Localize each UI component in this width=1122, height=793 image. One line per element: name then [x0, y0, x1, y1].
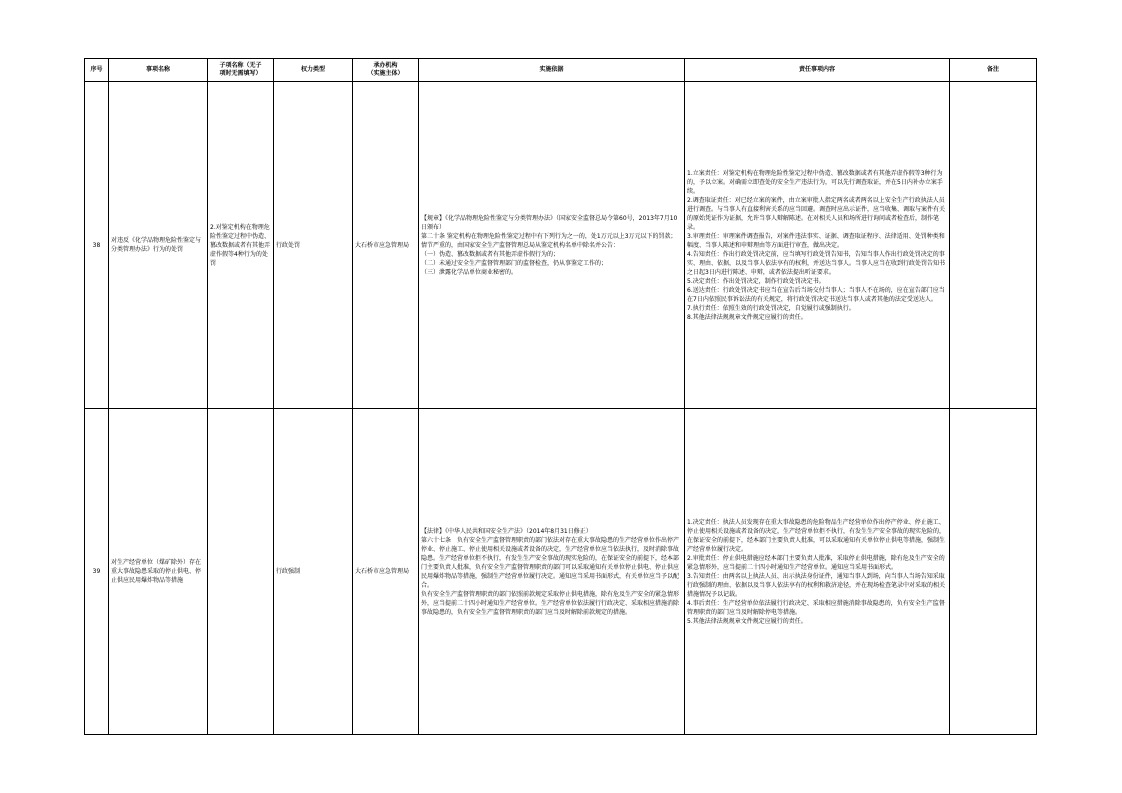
header-basis: 实施依据	[419, 59, 685, 82]
duty-text: 1.立案责任：对鉴定机构在物理危险性鉴定过程中伪造、篡改数据或者有其他弄虚作假等3种行为的，予以立案。对确需立即查处的安全生产违法行为，可以先行调查取证，并在5日内补办立案手续。 2.调查取证责任：对已经立案的案件，由立案审批人指定两名或者两名以上安全生产行政执法人员进行调查。与当事人有直接利害关系的应当回避。调查时应出示证件，应当收集、调取与案件有关的原始凭证作为证据，允许当事人辩解陈述。在对相关人员和场所进行询问或者检查后，制作笔录。 3.审理责任：审理案件调查报告，对案件违法事实、证据、调查取证程序、法律适用、处罚种类和幅度、当事人陈述和申辩理由等方面进行审查，做出决定。 4.告知责任：作出行政处罚决定前，应当填写行政处罚告知书，告知当事人作出行政处罚决定的事实、理由、依据，以及当事人依法享有的权利，并送达当事人。当事人应当在收到行政处罚告知书之日起3日内进行陈述、申辩，或者依法提出听证要求。 5.决定责任：作出处罚决定，制作行政处罚决定书。 6.送达责任：行政处罚决定书应当在宣告后当场交付当事人；当事人不在场的，应在宣告部门应当在7日内依照民事诉讼法的有关规定，将行政处罚决定书送达当事人或者其他的法定受送达人。 7.执行责任：依照生效的行政处罚决定，自觉履行或强制执行。 8.其他法律法规规章文件规定应履行的责任。	[687, 169, 946, 321]
duty-text: 1.决定责任：执法人员发现存在重大事故隐患的危险物品生产经营单位作出停产停业、停止施工、停止使用相关设施或者设备的决定，生产经营单位拒不执行，有发生生产安全事故的现实危险的，在保证安全的前提下，经本部门主要负责人批准，可以采取通知有关单位停止供电等措施，强制生产经营单位履行决定。 2.审批责任：停止供电措施应经本部门主要负责人批准，采取停止供电措施，除有危及生产安全的紧急情形外，应当提前二十四小时通知生产经营单位。通知应当采用书面形式。 3.告知责任：由两名以上执法人员、出示执法身份证件，通知当事人到场，向当事人当场告知采取行政强制的理由、依据以及当事人依法享有的权利和救济途径，并在现场检查笔录中对采取的相关措施情况予以记载。 4.事后责任：生产经营单位依法履行行政决定、采取相应措施消除事故隐患的，负有安全生产监督管理职责的部门应当及时解除停电等措施。 5.其他法律法规规章文件规定应履行的责任。	[687, 518, 946, 625]
cell-power: 行政处罚	[274, 82, 353, 409]
power-list-table	[84, 58, 1037, 735]
table-row	[85, 409, 1037, 735]
cell-sub	[208, 409, 274, 735]
cell-basis	[419, 82, 685, 409]
cell-name: 对生产经营单位（煤矿除外）存在重大事故隐患采取的停止供电、停止供应民用爆炸物品等措施	[109, 409, 208, 735]
cell-duty	[685, 82, 950, 409]
header-remark: 备注	[950, 59, 1037, 82]
header-org	[353, 59, 419, 82]
cell-org: 大石桥市应急管理局	[353, 409, 419, 735]
header-sub-line1: 子项名称（无子	[219, 62, 262, 69]
cell-seq: 38	[85, 82, 109, 409]
cell-power: 行政强制	[274, 409, 353, 735]
header-org-line1: 承办机构	[373, 62, 398, 69]
header-sub	[208, 59, 274, 82]
basis-text: 【规章】《化学品物理危险性鉴定与分类管理办法》（国家安全监督总局令第60号，2013年7月10日颁布） 第二十条 鉴定机构在物理危险性鉴定过程中有下列行为之一的，处1万元以上3万元以下的罚款；情节严重的，由国家安全生产监督管理总局从鉴定机构名单中除名并公告： （一）伪造、篡改数据或者有其他弄虚作假行为的； （二）未通过安全生产监督管理部门的监督检查，仍从事鉴定工作的； （三）泄露化学品单位商业秘密的。	[421, 214, 678, 276]
cell-org: 大石桥市应急管理局	[353, 82, 419, 409]
basis-text: 【法律】《中华人民共和国安全生产法》（2014年8月31日修正） 第六十七条 负有安全生产监督管理职责的部门依法对存在重大事故隐患的生产经营单位作出停产停业、停止施工、停止使用相关设施或者设备的决定，生产经营单位应当依法执行，及时消除事故隐患。生产经营单位拒不执行，有发生生产安全事故的现实危险的，在保证安全的前提下，经本部门主要负责人批准，负有安全生产监督管理职责的部门可以采取通知有关单位停止供电、停止供应民用爆炸物品等措施，强制生产经营单位履行决定。通知应当采用书面形式，有关单位应当予以配合。 负有安全生产监督管理职责的部门依照前款规定采取停止供电措施，除有危及生产安全的紧急情形外，应当提前二十四小时通知生产经营单位。生产经营单位依法履行行政决定、采取相应措施消除事故隐患的，负有安全生产监督管理职责的部门应当及时解除前款规定的措施。	[421, 527, 680, 616]
header-power: 权力类型	[274, 59, 353, 82]
header-row	[85, 59, 1037, 82]
header-org-line2: （实施主体）	[367, 70, 404, 77]
cell-seq: 39	[85, 409, 109, 735]
cell-name: 对违反《化学品物理危险性鉴定与分类管理办法》行为的处罚	[109, 82, 208, 409]
table-row	[85, 82, 1037, 409]
cell-sub: 2.对鉴定机构在物理危险性鉴定过程中伪造、篡改数据或者有其他弄虚作假等4种行为的处罚	[208, 82, 274, 409]
header-duty: 责任事项内容	[685, 59, 950, 82]
cell-basis	[419, 409, 685, 735]
header-sub-line2: 项时无需填写）	[219, 70, 262, 77]
cell-remark	[950, 82, 1037, 409]
header-name: 事项名称	[109, 59, 208, 82]
cell-duty	[685, 409, 950, 735]
cell-remark	[950, 409, 1037, 735]
header-seq: 序号	[85, 59, 109, 82]
